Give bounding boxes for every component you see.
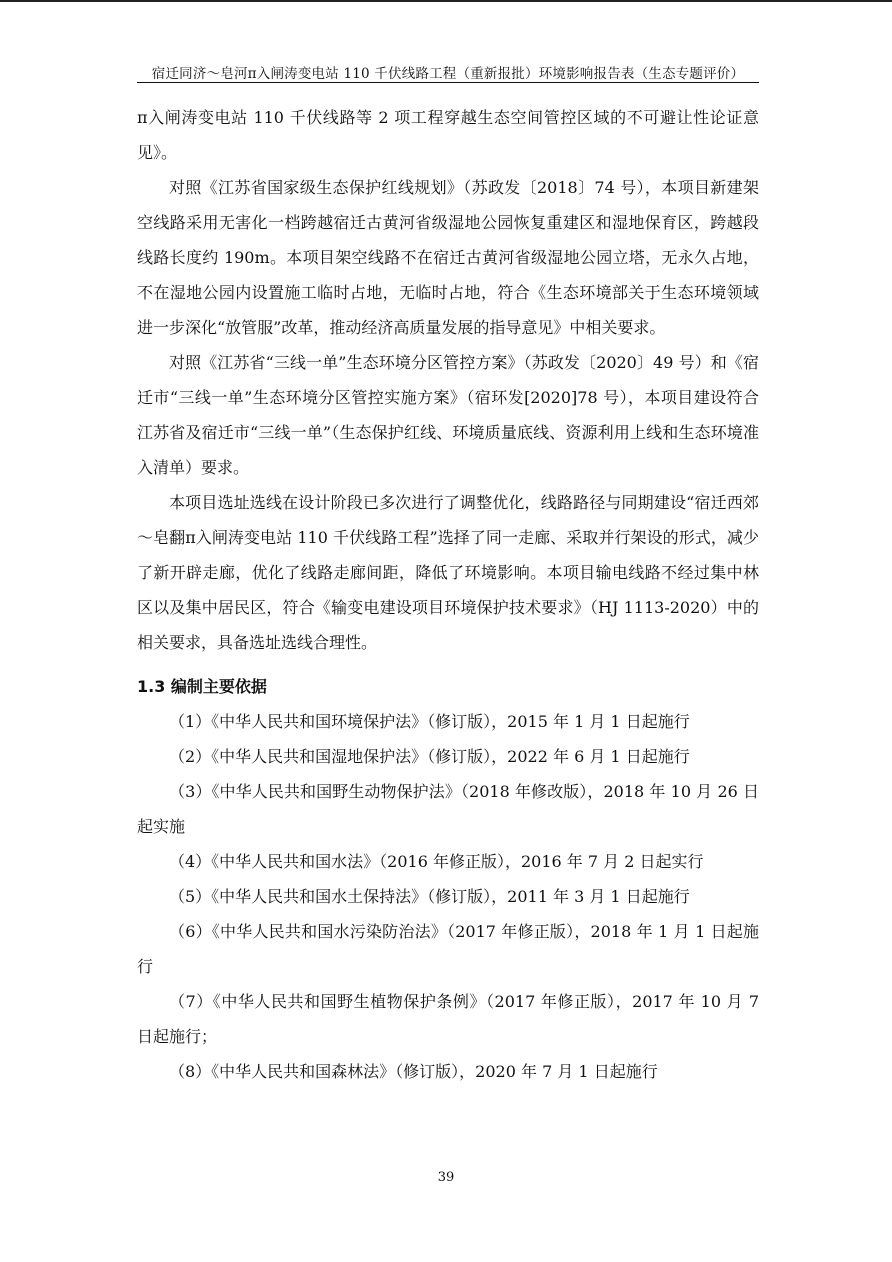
basis-item: （2）《中华人民共和国湿地保护法》（修订版），2022 年 6 月 1 日起施行	[169, 747, 690, 766]
basis-item: （8）《中华人民共和国森林法》（修订版），2020 年 7 月 1 日起施行	[169, 1062, 658, 1081]
page-number: 39	[437, 1170, 455, 1185]
basis-item: （6）《中华人民共和国水污染防治法》（2017 年修正版），2018 年 1 月 1 日起施行	[137, 922, 759, 976]
page-top-border	[0, 0, 892, 2]
paragraph-route-selection: 本项目选址选线在设计阶段已多次进行了调整优化，线路路径与同期建设“宿迁西郊～皂翻π入闸涛变电站 110 千伏线路工程”选择了同一走廊、采取并行架设的形式，减少了新开辟走廊，优化了线路走廊间距，降低了环境影响。本项目输电线路不经过集中林区以及集中居民区，符合《输变电建设项目环境保护技术要求》（HJ 1113-2020）中的相关要求，具备选址选线合理性。	[137, 493, 759, 652]
paragraph-continuation: π入闸涛变电站 110 千伏线路等 2 项工程穿越生态空间管控区域的不可避让性论证意见》。	[137, 108, 759, 162]
paragraph-three-lines-one-list: 对照《江苏省“三线一单”生态环境分区管控方案》（苏政发〔2020〕49 号）和《宿迁市“三线一单”生态环境分区管控实施方案》（宿环发[2020]78 号），本项目建设符合江苏省及宿迁市“三线一单”（生态保护红线、环境质量底线、资源利用上线和生态环境准入清单）要求。	[137, 353, 759, 477]
section-heading: 1.3 编制主要依据	[137, 677, 267, 696]
page-body	[137, 100, 759, 1089]
paragraph-ecological-redline: 对照《江苏省国家级生态保护红线规划》（苏政发〔2018〕74 号），本项目新建架空线路采用无害化一档跨越宿迁古黄河省级湿地公园恢复重建区和湿地保育区，跨越段线路长度约 190m。本项目架空线路不在宿迁古黄河省级湿地公园立塔，无永久占地，不在湿地公园内设置施工临时占地，无临时占地，符合《生态环境部关于生态环境领域进一步深化“放管服”改革，推动经济高质量发展的指导意见》中相关要求。	[137, 178, 759, 337]
running-header: 宿迁同济～皂河π入闸涛变电站 110 千伏线路工程（重新报批）环境影响报告表（生态专题评价）	[151, 66, 745, 82]
basis-item: （1）《中华人民共和国环境保护法》（修订版），2015 年 1 月 1 日起施行	[169, 712, 690, 731]
basis-item: （7）《中华人民共和国野生植物保护条例》（2017 年修正版），2017 年 10 月 7 日起施行；	[137, 992, 759, 1046]
header-rule	[137, 82, 759, 83]
basis-item: （3）《中华人民共和国野生动物保护法》（2018 年修改版），2018 年 10 月 26 日起实施	[137, 782, 759, 836]
basis-item: （4）《中华人民共和国水法》（2016 年修正版），2016 年 7 月 2 日起实行	[169, 852, 704, 871]
basis-item: （5）《中华人民共和国水土保持法》（修订版），2011 年 3 月 1 日起施行	[169, 887, 690, 906]
